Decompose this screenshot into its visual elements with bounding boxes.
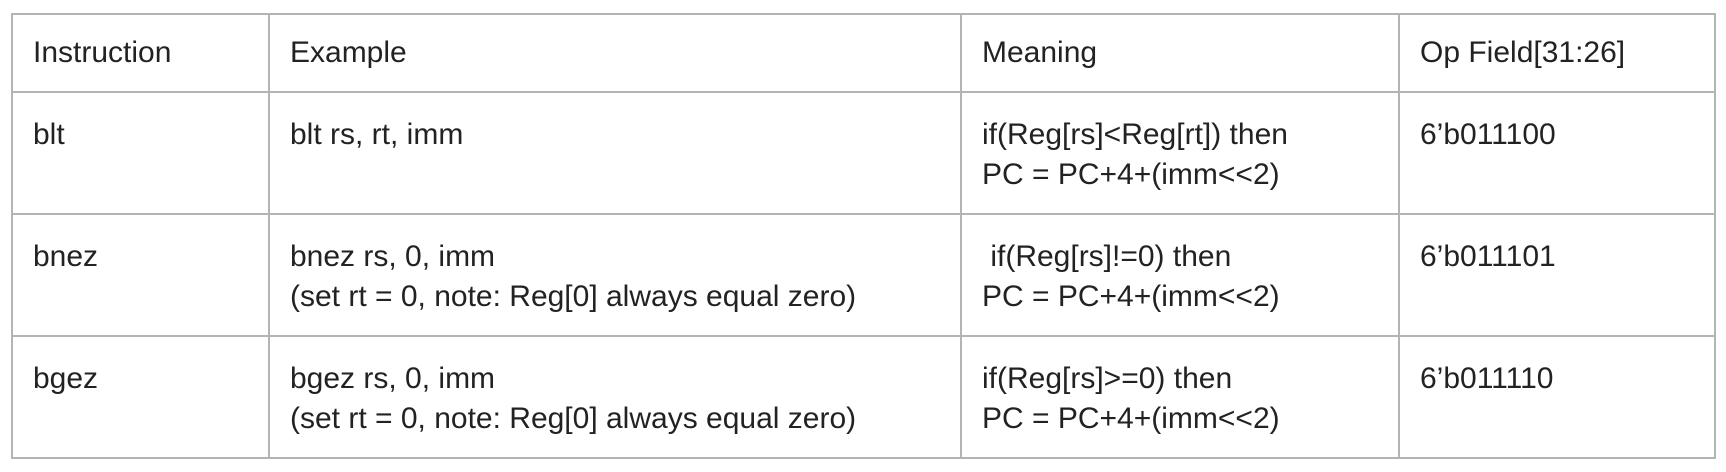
meaning-condition: if(Reg[rs]!=0) then <box>982 240 1232 273</box>
example-cell <box>269 92 961 214</box>
instruction-cell: bgez <box>12 336 269 458</box>
meaning-condition: if(Reg[rs]<Reg[rt]) then <box>982 118 1288 151</box>
header-instruction: Instruction <box>12 14 269 92</box>
example-cell <box>269 214 961 336</box>
example-note-line: (set rt = 0, note: Reg[0] always equal zero) <box>290 280 857 313</box>
meaning-condition: if(Reg[rs]>=0) then <box>982 362 1233 395</box>
instruction-cell: blt <box>12 92 269 214</box>
example-line: bnez rs, 0, imm <box>290 240 496 273</box>
header-op-field: Op Field[31:26] <box>1399 14 1715 92</box>
op-field-cell: 6’b011110 <box>1399 336 1715 458</box>
instruction-cell: bnez <box>12 214 269 336</box>
table-row <box>12 214 1715 336</box>
header-meaning: Meaning <box>961 14 1399 92</box>
op-field-cell: 6’b011101 <box>1399 214 1715 336</box>
meaning-cell <box>961 92 1399 214</box>
example-line: bgez rs, 0, imm <box>290 362 496 395</box>
example-cell <box>269 336 961 458</box>
table-row <box>12 336 1715 458</box>
meaning-action: PC = PC+4+(imm<<2) <box>982 158 1280 191</box>
header-row <box>12 14 1715 92</box>
meaning-action: PC = PC+4+(imm<<2) <box>982 402 1280 435</box>
instruction-table <box>11 13 1716 459</box>
example-note-line: (set rt = 0, note: Reg[0] always equal zero) <box>290 402 857 435</box>
header-example: Example <box>269 14 961 92</box>
meaning-action: PC = PC+4+(imm<<2) <box>982 280 1280 313</box>
example-line: blt rs, rt, imm <box>290 118 464 151</box>
op-field-cell: 6’b011100 <box>1399 92 1715 214</box>
meaning-cell <box>961 336 1399 458</box>
meaning-cell <box>961 214 1399 336</box>
table-row <box>12 92 1715 214</box>
